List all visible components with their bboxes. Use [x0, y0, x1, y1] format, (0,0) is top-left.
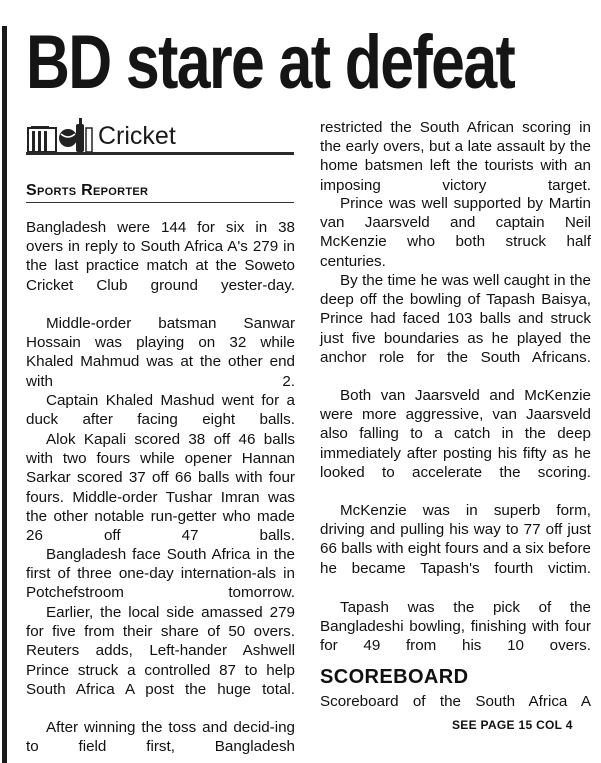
scoreboard-heading: SCOREBOARD	[320, 666, 469, 688]
paragraph: Alok Kapali scored 38 off 46 balls with two fours while opener Hannan Sarkar scored 37 off 66 balls with four fours. Middle-order Tushar Imran was the other notable run-getter who made 26 off 47 balls.	[26, 431, 295, 545]
paragraph: Captain Khaled Mashud went for a duck after facing eight balls.	[26, 392, 295, 429]
paragraph: Tapash was the pick of the Bangladeshi bowling, finishing with four for 49 from his 10 overs.	[320, 599, 591, 655]
byline-rule	[26, 202, 294, 203]
paragraph: Prince was well supported by Martin van Jaarsveld and captain Neil McKenzie who both struck half centuries.	[320, 195, 591, 270]
paragraph: Earlier, the local side amassed 279 for five from their share of 50 overs. Reuters adds, Left-hander Ashwell Prince struck a controlled 87 to help South Africa A post the huge total.	[26, 604, 295, 698]
left-border-rule	[2, 26, 7, 763]
kicker-rule	[26, 152, 294, 155]
section-label: Cricket	[98, 122, 176, 150]
cricket-icon	[26, 116, 96, 154]
headline: BD stare at defeat	[26, 20, 515, 105]
continuation-link[interactable]: SEE PAGE 15 COL 4	[452, 718, 573, 732]
paragraph: Bangladesh were 144 for six in 38 overs in reply to South Africa A's 279 in the last practice match at the Soweto Cricket Club ground yester-day.	[26, 219, 295, 294]
byline: Sports Reporter	[26, 182, 149, 199]
paragraph: Bangladesh face South Africa in the first of three one-day internation-als in Potchefstroom tomorrow.	[26, 546, 295, 602]
paragraph: McKenzie was in superb form, driving and pulling his way to 77 off just 66 balls with eight fours and a six before he became Tapash's fourth victim.	[320, 502, 592, 577]
scoreboard-text: Scoreboard of the South Africa A	[320, 693, 591, 710]
paragraph: restricted the South African scoring in the early overs, but a late assault by the home batsmen left the tourists with an imposing victory target.	[320, 119, 591, 194]
paragraph: Middle-order batsman Sanwar Hossain was playing on 32 while Khaled Mahmud was at the other end with 2.	[26, 315, 295, 390]
section-kicker	[26, 116, 294, 156]
paragraph: After winning the toss and decid-ing to field first, Bangladesh	[26, 719, 295, 756]
paragraph: Both van Jaarsveld and McKenzie were more aggressive, van Jaarsveld also falling to a catch in the deep immediately after posting his fifty as he looked to accelerate the scoring.	[320, 387, 591, 481]
paragraph: By the time he was well caught in the deep off the bowling of Tapash Baisya, Prince had faced 103 balls and struck just five boundaries as he played the anchor role for the South Africans.	[320, 272, 591, 366]
